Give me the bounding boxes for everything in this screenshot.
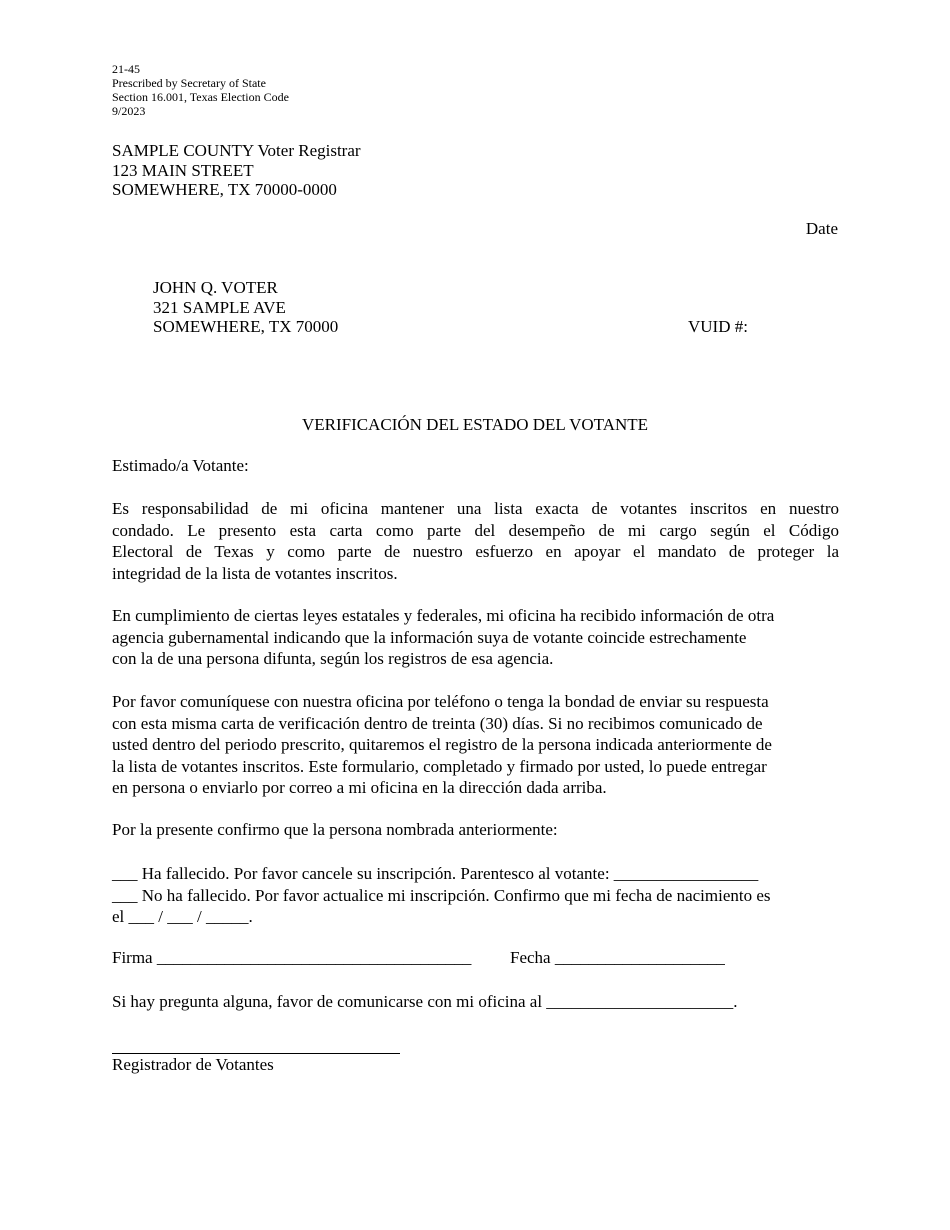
status-options (112, 863, 839, 928)
paragraph-line: en persona o enviarlo por correo a mi oficina en la dirección dada arriba. (112, 778, 607, 797)
registrar-signature-line (112, 1053, 400, 1054)
paragraph-instructions (112, 691, 839, 799)
paragraph-line: Por favor comuníquese con nuestra oficina por teléfono o tenga la bondad de enviar su respuesta (112, 692, 769, 711)
vuid-label: VUID #: (688, 317, 748, 336)
paragraph-responsibility (112, 498, 839, 584)
paragraph-line: En cumplimiento de ciertas leyes estatales y federales, mi oficina ha recibido información de otra (112, 606, 775, 625)
paragraph-information (112, 605, 839, 670)
recipient-street: 321 SAMPLE AVE (153, 297, 286, 317)
paragraph-line: con la de una persona difunta, según los registros de esa agencia. (112, 649, 554, 668)
recipient-city: SOMEWHERE, TX 70000 (153, 317, 339, 336)
paragraph-line: la lista de votantes inscritos. Este formulario, completado y firmado por usted, lo puede entregar (112, 756, 767, 776)
date-label: Date (805, 219, 838, 238)
form-revision: 9/2023 (112, 104, 146, 118)
sender-address (112, 141, 361, 200)
confirmation-intro: Por la presente confirmo que la persona nombrada anteriormente: (112, 820, 558, 839)
form-header (112, 62, 289, 118)
birthdate-field[interactable]: el ___ / ___ / _____. (112, 907, 253, 926)
registrar-title: Registrador de Votantes (112, 1055, 274, 1074)
paragraph-line: con esta misma carta de verificación dentro de treinta (30) días. Si no recibimos comunicado de (112, 713, 763, 733)
paragraph-line: agencia gubernamental indicando que la información suya de votante coincide estrechamente (112, 627, 747, 647)
paragraph-line: Electoral de Texas y como parte de nuestro esfuerzo en apoyar el mandato de proteger la (112, 542, 839, 561)
contact-line[interactable]: Si hay pregunta alguna, favor de comunicarse con mi oficina al ______________________. (112, 992, 738, 1011)
greeting: Estimado/a Votante: (112, 456, 249, 475)
paragraph-line: Es responsabilidad de mi oficina mantener una lista exacta de votantes inscritos en nuestro (112, 499, 839, 518)
paragraph-line: integridad de la lista de votantes inscritos. (112, 563, 398, 583)
recipient-name: JOHN Q. VOTER (153, 278, 278, 297)
letter-title: VERIFICACIÓN DEL ESTADO DEL VOTANTE (301, 415, 649, 434)
prescribed-by: Prescribed by Secretary of State (112, 76, 266, 90)
sender-city: SOMEWHERE, TX 70000-0000 (112, 180, 337, 199)
signature-date-field[interactable]: Fecha ____________________ (510, 948, 725, 967)
form-number: 21-45 (112, 62, 140, 76)
sender-street: 123 MAIN STREET (112, 160, 254, 180)
signature-field[interactable]: Firma _____________________________________ (112, 948, 472, 967)
option-not-deceased[interactable]: ___ No ha fallecido. Por favor actualice mi inscripción. Confirmo que mi fecha de nacimiento es (112, 885, 771, 905)
recipient-address (153, 278, 338, 337)
sender-name: SAMPLE COUNTY Voter Registrar (112, 141, 361, 160)
paragraph-line: condado. Le presento esta carta como parte del desempeño de mi cargo según el Código (112, 520, 839, 540)
paragraph-line: usted dentro del periodo prescrito, quitaremos el registro de la persona indicada anteriormente de (112, 735, 772, 754)
code-section: Section 16.001, Texas Election Code (112, 90, 289, 104)
option-deceased[interactable]: ___ Ha fallecido. Por favor cancele su inscripción. Parentesco al votante: _________________ (112, 864, 759, 883)
